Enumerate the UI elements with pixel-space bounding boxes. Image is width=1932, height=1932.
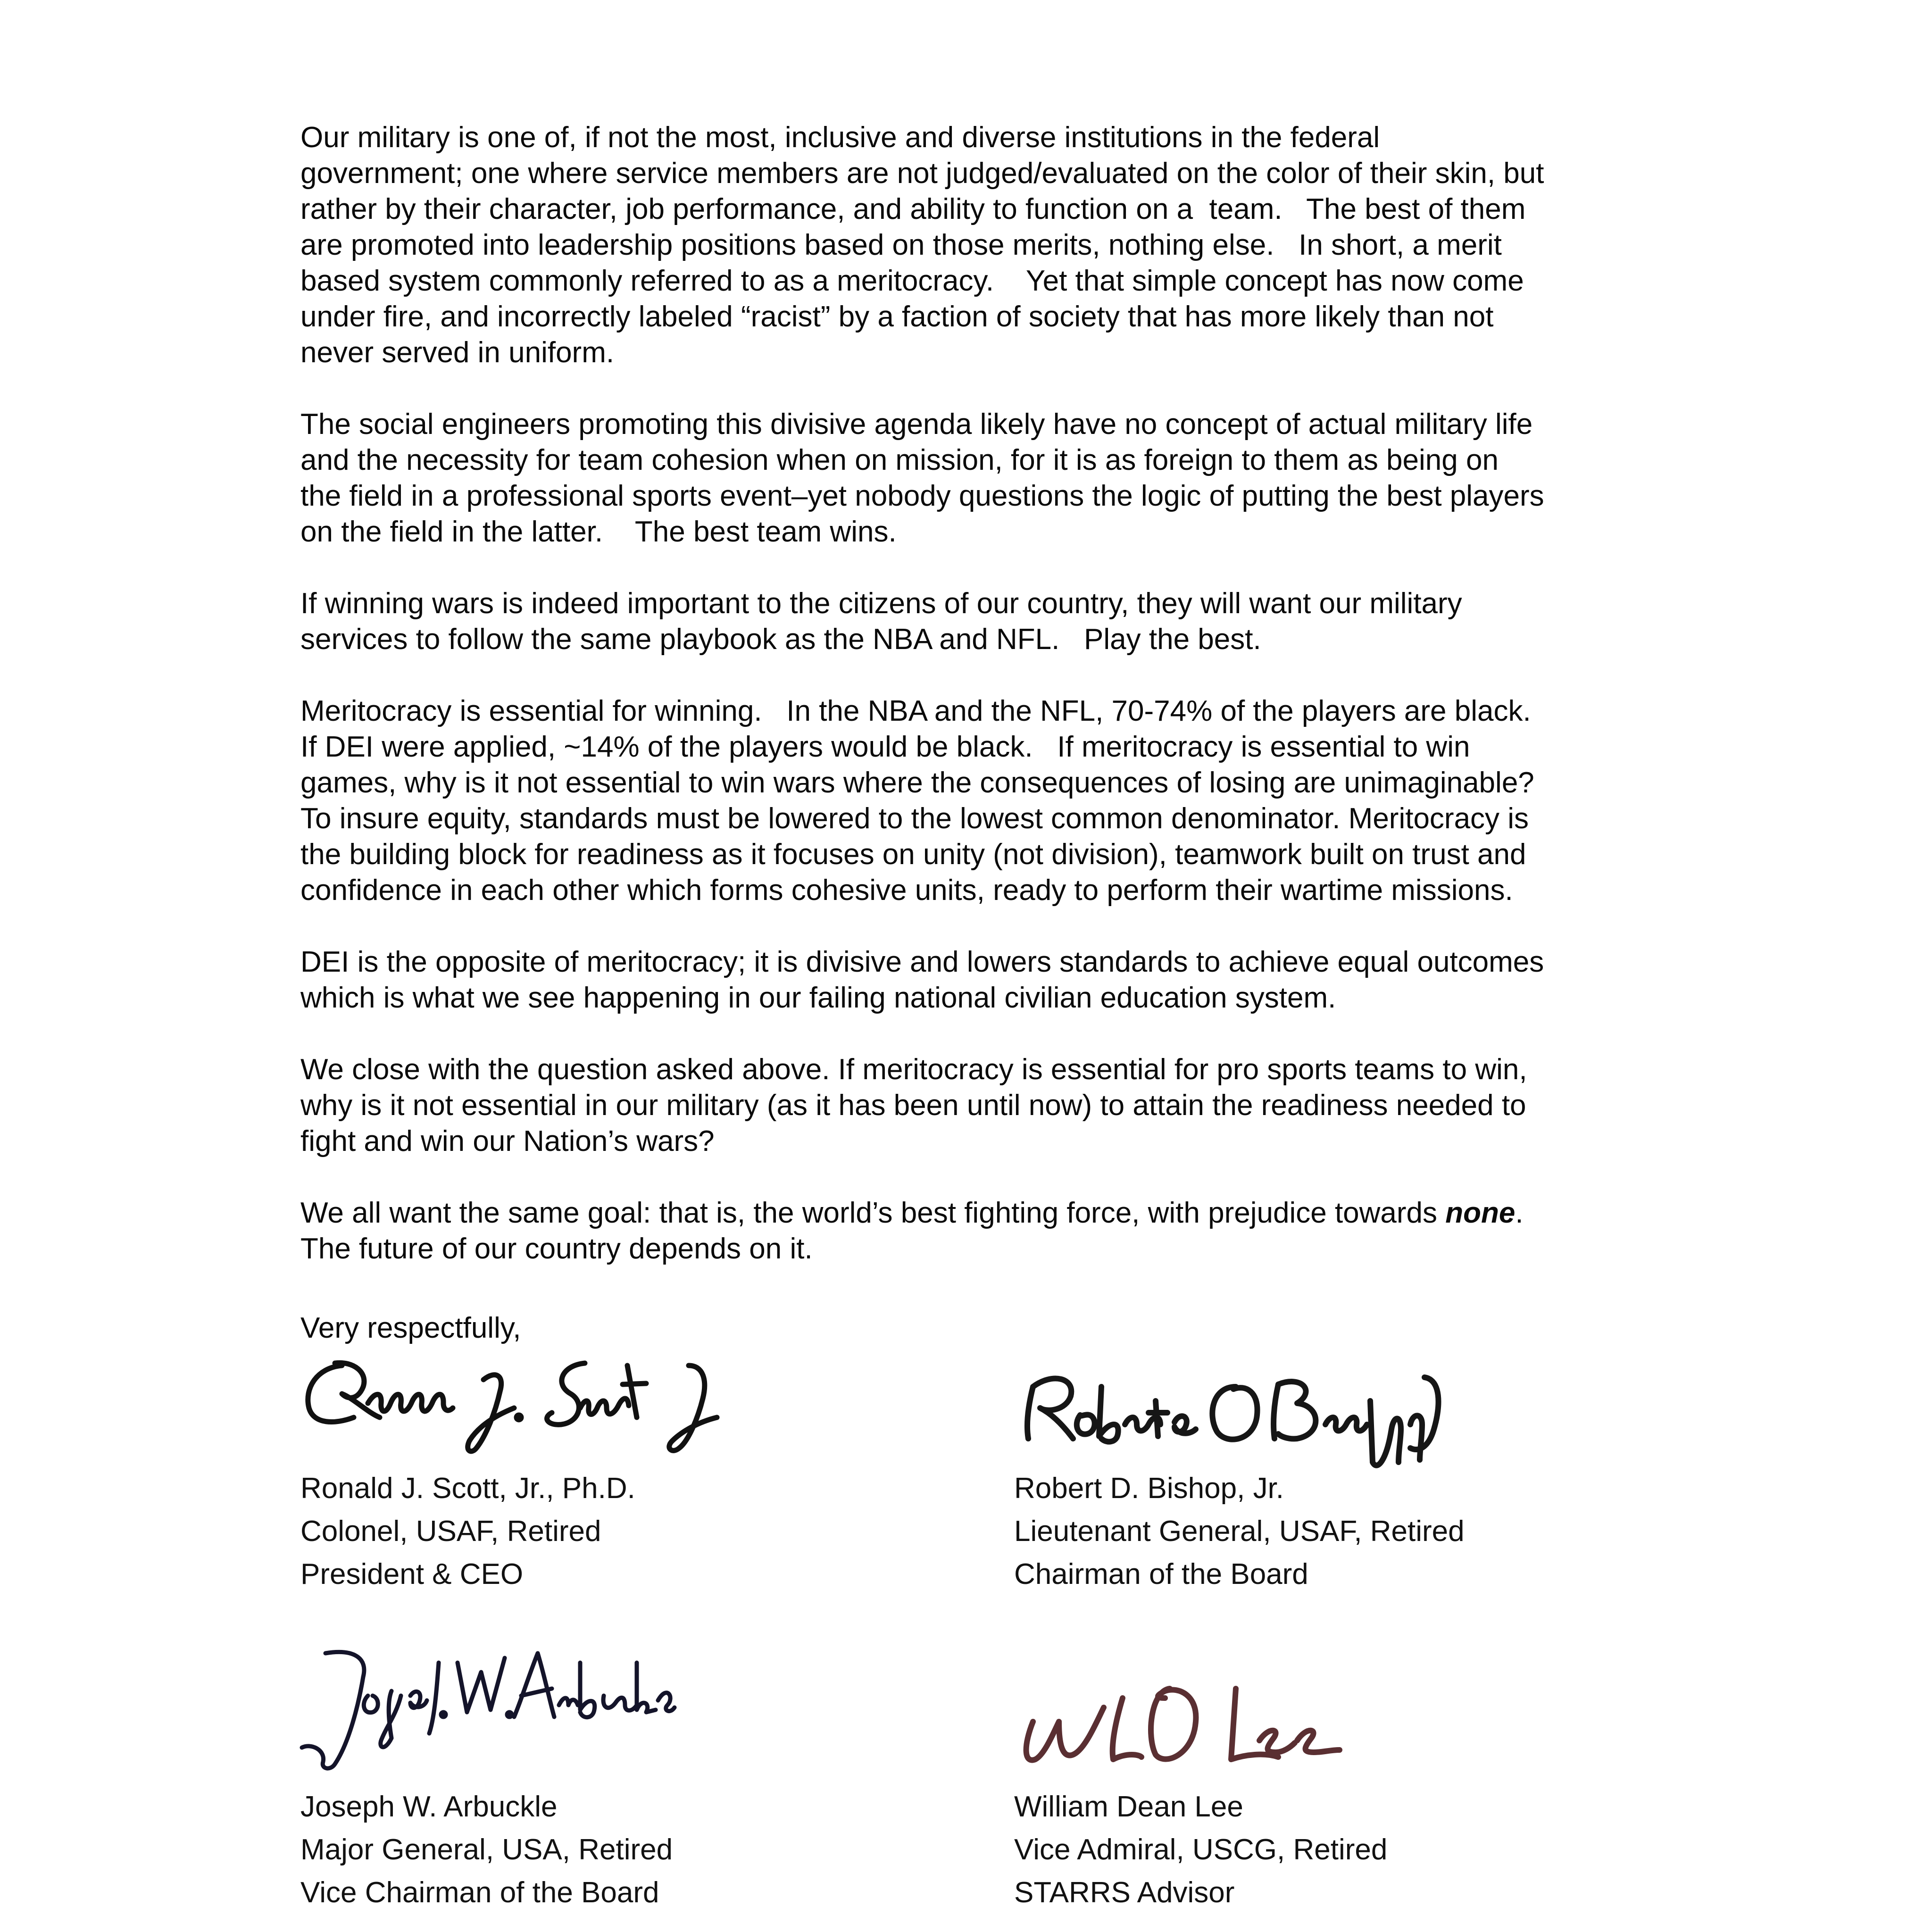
closing-salutation: Very respectfully, — [300, 1312, 521, 1344]
signature-arbuckle — [297, 1639, 675, 1781]
signer-block-arbuckle — [300, 1785, 673, 1914]
paragraph-2 — [300, 407, 1932, 550]
text-line: fight and win our Nation’s wars? — [300, 1125, 715, 1158]
text-line: confidence in each other which forms cohesive units, ready to perform their wartime missions. — [300, 874, 1513, 907]
text-line: The social engineers promoting this divisive agenda likely have no concept of actual military life — [300, 408, 1533, 441]
text-line: why is it not essential in our military (as it has been until now) to attain the readiness needed to — [300, 1089, 1526, 1122]
signer-role: STARRS Advisor — [1014, 1876, 1235, 1909]
text-line: Meritocracy is essential for winning. In the NBA and the NFL, 70-74% of the players are black. — [300, 695, 1531, 727]
text-line: the building block for readiness as it focuses on unity (not division), teamwork built on trust and — [300, 838, 1526, 871]
text-line: If DEI were applied, ~14% of the players would be black. If meritocracy is essential to win — [300, 731, 1470, 763]
signer-role: President & CEO — [300, 1558, 524, 1591]
text-line: rather by their character, job performance, and ability to function on a team. The best of them — [300, 193, 1526, 225]
signer-role: Chairman of the Board — [1014, 1558, 1308, 1591]
text-line: under fire, and incorrectly labeled “racist” by a faction of society that has more likely than not — [300, 300, 1494, 333]
signer-rank: Major General, USA, Retired — [300, 1833, 673, 1866]
signer-role: Vice Chairman of the Board — [300, 1876, 659, 1909]
text-line: If winning wars is indeed important to the citizens of our country, they will want our military — [300, 587, 1462, 620]
text-line: which is what we see happening in our failing national civilian education system. — [300, 982, 1336, 1014]
paragraph-4 — [300, 693, 1932, 908]
signer-block-scott — [300, 1467, 635, 1596]
paragraph-6 — [300, 1052, 1932, 1159]
paragraph-7 — [300, 1195, 1932, 1267]
text-line: Our military is one of, if not the most, inclusive and diverse institutions in the federal — [300, 121, 1380, 154]
text-line: The future of our country depends on it. — [300, 1232, 813, 1265]
paragraph-3 — [300, 586, 1932, 658]
signature-lee — [1014, 1670, 1344, 1778]
text-line: are promoted into leadership positions based on those merits, nothing else. In short, a merit — [300, 229, 1502, 261]
text-line: and the necessity for team cohesion when on mission, for it is as foreign to them as being on — [300, 444, 1499, 476]
text-line: services to follow the same playbook as the NBA and NFL. Play the best. — [300, 623, 1261, 656]
paragraph-5 — [300, 944, 1932, 1016]
signer-name: Ronald J. Scott, Jr., Ph.D. — [300, 1472, 635, 1505]
signer-rank: Colonel, USAF, Retired — [300, 1515, 601, 1548]
text-line: DEI is the opposite of meritocracy; it is divisive and lowers standards to achieve equal outcomes — [300, 946, 1544, 978]
text-line: never served in uniform. — [300, 336, 615, 369]
text-line: on the field in the latter. The best team wins. — [300, 516, 897, 548]
text-line: games, why is it not essential to win wars where the consequences of losing are unimaginable? — [300, 766, 1534, 799]
text-line: To insure equity, standards must be lowered to the lowest common denominator. Meritocracy is — [300, 802, 1529, 835]
signer-name: William Dean Lee — [1014, 1790, 1243, 1823]
text-line: We close with the question asked above. If meritocracy is essential for pro sports teams to win, — [300, 1053, 1527, 1086]
signature-scott — [297, 1347, 722, 1465]
final-line-start: We all want the same goal: that is, the world’s best fighting force, with prejudice towards — [300, 1197, 1446, 1229]
letter-body — [300, 120, 1932, 1303]
final-line-end: . — [1515, 1197, 1524, 1229]
signer-rank: Vice Admiral, USCG, Retired — [1014, 1833, 1388, 1866]
signer-block-lee — [1014, 1785, 1387, 1914]
text-line: based system commonly referred to as a meritocracy. Yet that simple concept has now come — [300, 265, 1524, 297]
signature-bishop — [1014, 1358, 1448, 1467]
paragraph-1 — [300, 120, 1932, 371]
signer-name: Joseph W. Arbuckle — [300, 1790, 558, 1823]
emphasis-word: none — [1445, 1197, 1516, 1229]
signer-name: Robert D. Bishop, Jr. — [1014, 1472, 1284, 1505]
signer-rank: Lieutenant General, USAF, Retired — [1014, 1515, 1465, 1548]
text-line: the field in a professional sports event–yet nobody questions the logic of putting the best players — [300, 480, 1544, 512]
signer-block-bishop — [1014, 1467, 1465, 1596]
text-line: government; one where service members are not judged/evaluated on the color of their skin, but — [300, 157, 1544, 190]
text-line — [300, 1195, 1932, 1231]
